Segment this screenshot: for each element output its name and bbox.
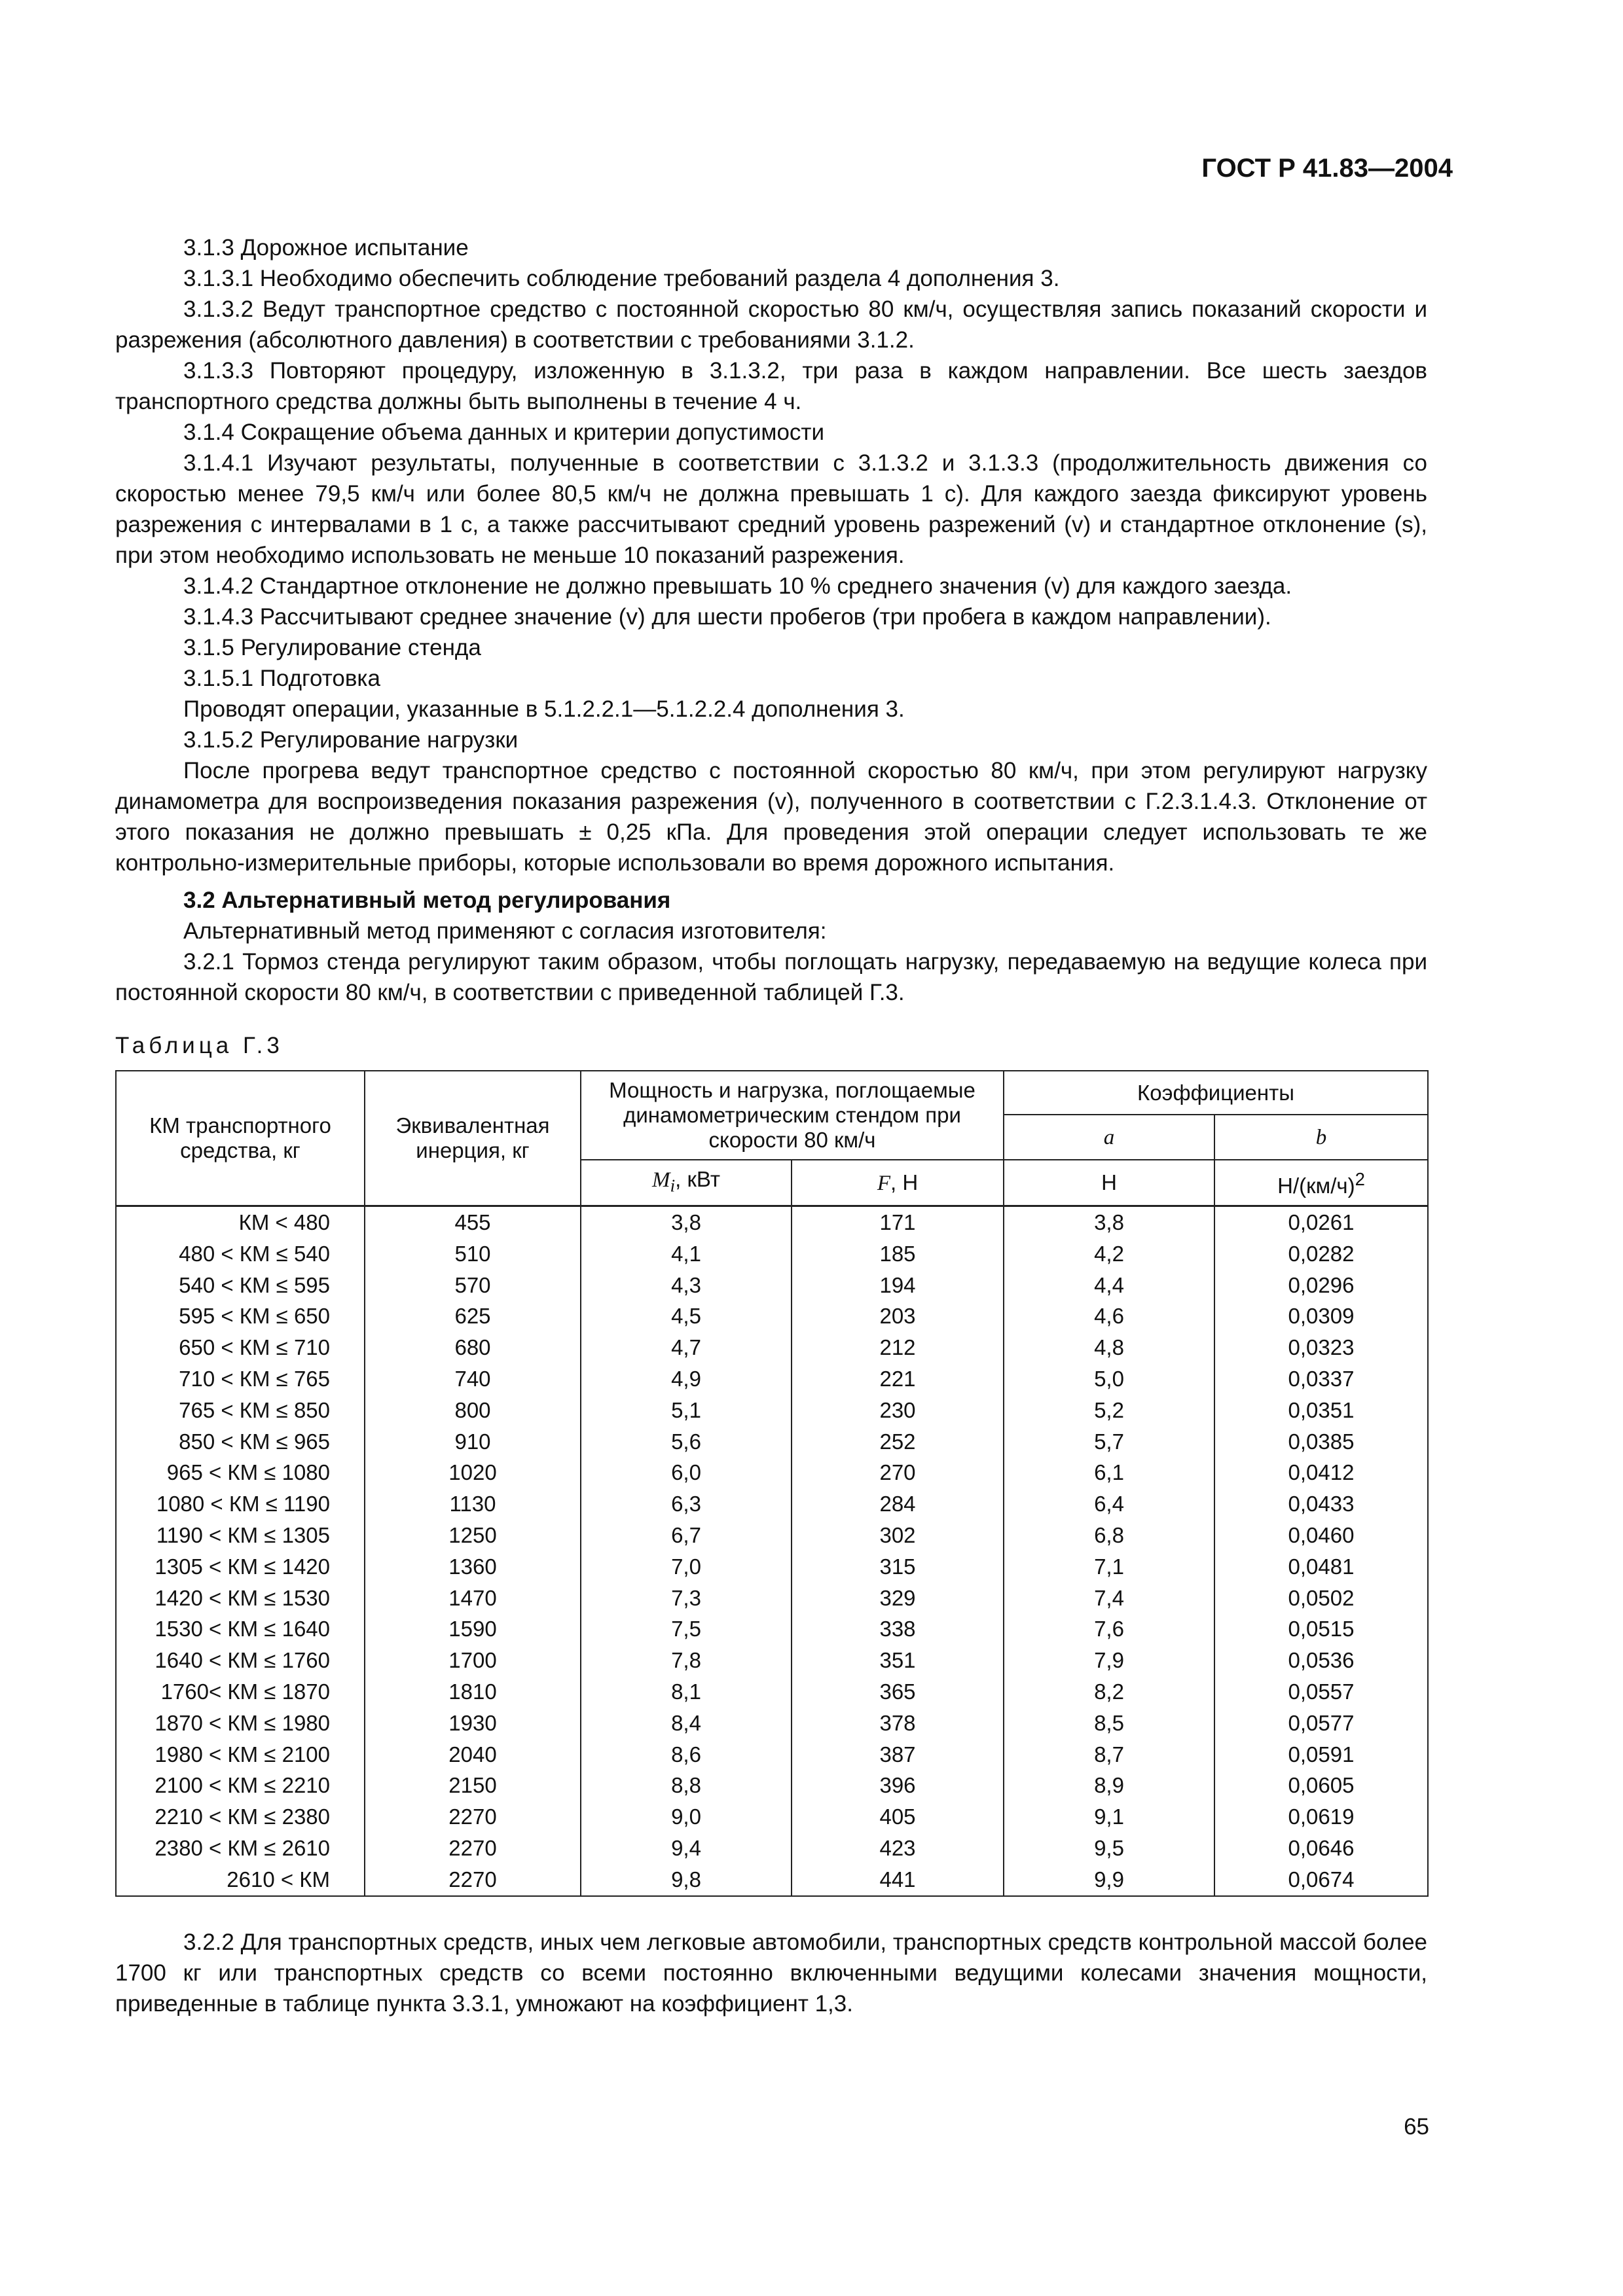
paragraph: 3.1.3 Дорожное испытание (183, 235, 469, 260)
table-cell: 765 < КМ ≤ 850 (116, 1395, 365, 1426)
table-cell: 5,0 (1004, 1363, 1214, 1395)
table-cell: 7,5 (581, 1613, 792, 1645)
header-b: b (1214, 1115, 1428, 1160)
table-cell: 6,0 (581, 1457, 792, 1488)
data-table (115, 1070, 1429, 1897)
table-cell: 9,4 (581, 1833, 792, 1864)
table-cell: 8,1 (581, 1676, 792, 1708)
header-f: F, Н (792, 1160, 1004, 1206)
table-cell: 1760< КМ ≤ 1870 (116, 1676, 365, 1708)
table-row (116, 1833, 1428, 1864)
table-cell: 1020 (365, 1457, 581, 1488)
table-cell: 2270 (365, 1864, 581, 1896)
header-power-group: Мощность и нагрузка, поглощаемые динамометрическим стендом при скорости 80 км/ч (581, 1071, 1004, 1160)
table-cell: 0,0605 (1214, 1770, 1428, 1801)
table-cell: 212 (792, 1332, 1004, 1363)
table-cell: 405 (792, 1801, 1004, 1833)
table-caption: Таблица Г.3 (115, 1033, 283, 1058)
table-row (116, 1270, 1428, 1301)
table-cell: 1305 < КМ ≤ 1420 (116, 1551, 365, 1583)
table-cell: 680 (365, 1332, 581, 1363)
paragraph: 3.2.1 Тормоз стенда регулируют таким образом, чтобы поглощать нагрузку, передаваемую на ведущие колеса при постоянной скорости 80 км/ч, в соответствии с приведенной таблицей Г.3. (115, 949, 1427, 1005)
table-cell: 2100 < КМ ≤ 2210 (116, 1770, 365, 1801)
table-cell: 1640 < КМ ≤ 1760 (116, 1645, 365, 1676)
table-cell: 850 < КМ ≤ 965 (116, 1426, 365, 1458)
table-cell: 4,1 (581, 1238, 792, 1270)
table-cell: 7,3 (581, 1583, 792, 1614)
document-body (115, 232, 1427, 2019)
table-cell: 5,1 (581, 1395, 792, 1426)
table-cell: 740 (365, 1363, 581, 1395)
paragraph: 3.1.3.3 Повторяют процедуру, изложенную в 3.1.3.2, три раза в каждом направлении. Все шесть заездов транспортного средства должны быть выполнены в течение 4 ч. (115, 358, 1427, 414)
header-mi: $M_i$, кВт (581, 1160, 792, 1206)
table-cell: 2150 (365, 1770, 581, 1801)
table-cell: 2040 (365, 1739, 581, 1770)
table-cell: 4,4 (1004, 1270, 1214, 1301)
paragraph: Альтернативный метод применяют с согласия изготовителя: (183, 918, 827, 944)
table-cell: 3,8 (581, 1206, 792, 1238)
table-row (116, 1488, 1428, 1520)
table-row (116, 1801, 1428, 1833)
header-inertia: Эквивалентная инерция, кг (365, 1071, 581, 1206)
table-cell: 4,8 (1004, 1332, 1214, 1363)
header-a: a (1004, 1115, 1214, 1160)
table-cell: 441 (792, 1864, 1004, 1896)
table-cell: 284 (792, 1488, 1004, 1520)
table-cell: 800 (365, 1395, 581, 1426)
table-cell: 396 (792, 1770, 1004, 1801)
table-cell: 2210 < КМ ≤ 2380 (116, 1801, 365, 1833)
table-cell: 1810 (365, 1676, 581, 1708)
table-cell: 1700 (365, 1645, 581, 1676)
section-heading: 3.2 Альтернативный метод регулирования (183, 888, 671, 913)
table-cell: 540 < КМ ≤ 595 (116, 1270, 365, 1301)
table-cell: 329 (792, 1583, 1004, 1614)
table-cell: 8,9 (1004, 1770, 1214, 1801)
table-cell: 7,8 (581, 1645, 792, 1676)
table-cell: 221 (792, 1363, 1004, 1395)
table-cell: 0,0577 (1214, 1708, 1428, 1739)
table-cell: 0,0412 (1214, 1457, 1428, 1488)
table-cell: 0,0502 (1214, 1583, 1428, 1614)
table-cell: 625 (365, 1300, 581, 1332)
table-cell: 1130 (365, 1488, 581, 1520)
table-cell: 1420 < КМ ≤ 1530 (116, 1583, 365, 1614)
table-cell: 1590 (365, 1613, 581, 1645)
table-cell: 230 (792, 1395, 1004, 1426)
table-cell: 252 (792, 1426, 1004, 1458)
table-cell: 1870 < КМ ≤ 1980 (116, 1708, 365, 1739)
paragraph: Проводят операции, указанные в 5.1.2.2.1—5.1.2.2.4 дополнения 3. (183, 696, 905, 722)
table-cell: 9,9 (1004, 1864, 1214, 1896)
table-cell: 1080 < КМ ≤ 1190 (116, 1488, 365, 1520)
table-cell: 1530 < КМ ≤ 1640 (116, 1613, 365, 1645)
paragraph: 3.1.3.2 Ведут транспортное средство с постоянной скоростью 80 км/ч, осуществляя запись показаний скорости и разрежения (абсолютного давления) в соответствии с требованиями 3.1.2. (115, 296, 1427, 353)
table-cell: 965 < КМ ≤ 1080 (116, 1457, 365, 1488)
table-cell: 4,9 (581, 1363, 792, 1395)
paragraph: 3.2.2 Для транспортных средств, иных чем легковые автомобили, транспортных средств контрольной массой более 1700 кг или транспортных средств со всеми постоянно включенными ведущими колесами значения мощности, приведенные в таблице пункта 3.3.1, умножают на коэффициент 1,3. (115, 1929, 1427, 2017)
table-cell: 710 < КМ ≤ 765 (116, 1363, 365, 1395)
table-cell: 0,0351 (1214, 1395, 1428, 1426)
paragraph: 3.1.4.1 Изучают результаты, полученные в соответствии с 3.1.3.2 и 3.1.3.3 (продолжительность движения со скоростью менее 79,5 км/ч или более 80,5 км/ч не должна превышать 1 с). Для каждого заезда фиксируют уровень разрежения с интервалами в 1 с, а также рассчитывают средний уровень разрежений (v) и стандартное отклонение (s), при этом необходимо использовать не меньше 10 показаний разрежения. (115, 450, 1427, 568)
table-cell: 570 (365, 1270, 581, 1301)
table-cell: 0,0296 (1214, 1270, 1428, 1301)
table-cell: 0,0385 (1214, 1426, 1428, 1458)
table-cell: 6,3 (581, 1488, 792, 1520)
table-row (116, 1395, 1428, 1426)
table-row (116, 1770, 1428, 1801)
table-cell: 455 (365, 1206, 581, 1238)
table-cell: 2270 (365, 1833, 581, 1864)
header-km: КМ транспортного средства, кг (116, 1071, 365, 1206)
table-cell: 1470 (365, 1583, 581, 1614)
table-cell: 6,1 (1004, 1457, 1214, 1488)
table-cell: 9,0 (581, 1801, 792, 1833)
table-row (116, 1864, 1428, 1896)
table-row (116, 1708, 1428, 1739)
table-cell: 315 (792, 1551, 1004, 1583)
table-cell: 0,0460 (1214, 1520, 1428, 1551)
table-cell: 910 (365, 1426, 581, 1458)
table-cell: 171 (792, 1206, 1004, 1238)
table-cell: 270 (792, 1457, 1004, 1488)
table-row (116, 1739, 1428, 1770)
table-cell: 9,8 (581, 1864, 792, 1896)
table-row (116, 1551, 1428, 1583)
table-row (116, 1583, 1428, 1614)
table-cell: 0,0515 (1214, 1613, 1428, 1645)
table-cell: 185 (792, 1238, 1004, 1270)
table-cell: 2380 < КМ ≤ 2610 (116, 1833, 365, 1864)
table-row (116, 1363, 1428, 1395)
table-cell: 510 (365, 1238, 581, 1270)
table-cell: 365 (792, 1676, 1004, 1708)
table-cell: 0,0481 (1214, 1551, 1428, 1583)
table-cell: 338 (792, 1613, 1004, 1645)
table-cell: 1930 (365, 1708, 581, 1739)
table-row (116, 1645, 1428, 1676)
table-cell: 595 < КМ ≤ 650 (116, 1300, 365, 1332)
table-body (116, 1206, 1428, 1896)
table-cell: 9,5 (1004, 1833, 1214, 1864)
table-cell: 8,4 (581, 1708, 792, 1739)
table-cell: 4,2 (1004, 1238, 1214, 1270)
table-cell: 387 (792, 1739, 1004, 1770)
table-cell: 302 (792, 1520, 1004, 1551)
table-cell: КМ < 480 (116, 1206, 365, 1238)
table-cell: 4,5 (581, 1300, 792, 1332)
table-row (116, 1520, 1428, 1551)
table-cell: 0,0619 (1214, 1801, 1428, 1833)
table-cell: 7,1 (1004, 1551, 1214, 1583)
page-number: 65 (1404, 2114, 1429, 2140)
table-cell: 5,6 (581, 1426, 792, 1458)
table-cell: 8,6 (581, 1739, 792, 1770)
table-cell: 7,9 (1004, 1645, 1214, 1676)
table-cell: 1190 < КМ ≤ 1305 (116, 1520, 365, 1551)
table-cell: 351 (792, 1645, 1004, 1676)
table-cell: 4,7 (581, 1332, 792, 1363)
table-row (116, 1238, 1428, 1270)
table-cell: 3,8 (1004, 1206, 1214, 1238)
table-cell: 378 (792, 1708, 1004, 1739)
table-cell: 6,4 (1004, 1488, 1214, 1520)
table-row (116, 1426, 1428, 1458)
paragraph: 3.1.3.1 Необходимо обеспечить соблюдение требований раздела 4 дополнения 3. (183, 266, 1060, 291)
paragraph: 3.1.5 Регулирование стенда (183, 635, 481, 660)
table-cell: 5,7 (1004, 1426, 1214, 1458)
paragraph: После прогрева ведут транспортное средство с постоянной скоростью 80 км/ч, при этом регулируют нагрузку динамометра для воспроизведения показания разрежения (v), полученного в соответствии с Г.2.3.1.4.3. Отклонение от этого показания не должно превышать ± 0,25 кПа. Для проведения этой операции следует использовать те же контрольно-измерительные приборы, которые использовали во время дорожного испытания. (115, 758, 1427, 876)
table-cell: 0,0674 (1214, 1864, 1428, 1896)
table-cell: 4,6 (1004, 1300, 1214, 1332)
table-cell: 1250 (365, 1520, 581, 1551)
document-header: ГОСТ Р 41.83—2004 (1201, 154, 1453, 183)
table-cell: 0,0591 (1214, 1739, 1428, 1770)
table-cell: 0,0433 (1214, 1488, 1428, 1520)
paragraph: 3.1.4 Сокращение объема данных и критерии допустимости (183, 420, 824, 445)
table-cell: 8,8 (581, 1770, 792, 1801)
paragraph: 3.1.4.3 Рассчитывают среднее значение (v) для шести пробегов (три пробега в каждом направлении). (183, 604, 1271, 630)
table-cell: 5,2 (1004, 1395, 1214, 1426)
paragraph: 3.1.4.2 Стандартное отклонение не должно превышать 10 % среднего значения (v) для каждого заезда. (183, 573, 1292, 599)
table-cell: 6,7 (581, 1520, 792, 1551)
paragraph: 3.1.5.1 Подготовка (183, 666, 380, 691)
table-cell: 194 (792, 1270, 1004, 1301)
table-cell: 9,1 (1004, 1801, 1214, 1833)
table-cell: 423 (792, 1833, 1004, 1864)
table-cell: 2610 < КМ (116, 1864, 365, 1896)
table-cell: 0,0557 (1214, 1676, 1428, 1708)
table-cell: 4,3 (581, 1270, 792, 1301)
table-cell: 1360 (365, 1551, 581, 1583)
table-cell: 0,0282 (1214, 1238, 1428, 1270)
table-cell: 7,6 (1004, 1613, 1214, 1645)
paragraph: 3.1.5.2 Регулирование нагрузки (183, 727, 519, 753)
table-cell: 2270 (365, 1801, 581, 1833)
table-cell: 8,7 (1004, 1739, 1214, 1770)
table-row (116, 1300, 1428, 1332)
table-cell: 8,5 (1004, 1708, 1214, 1739)
table-cell: 480 < КМ ≤ 540 (116, 1238, 365, 1270)
table-cell: 0,0261 (1214, 1206, 1428, 1238)
table-cell: 0,0646 (1214, 1833, 1428, 1864)
table-cell: 7,0 (581, 1551, 792, 1583)
table-row (116, 1613, 1428, 1645)
table-row (116, 1457, 1428, 1488)
table-cell: 6,8 (1004, 1520, 1214, 1551)
table-row (116, 1206, 1428, 1238)
header-b-unit: $Н/(км/ч)^2$ (1214, 1160, 1428, 1206)
table-cell: 0,0309 (1214, 1300, 1428, 1332)
table-cell: 7,4 (1004, 1583, 1214, 1614)
table-cell: 0,0323 (1214, 1332, 1428, 1363)
table-cell: 8,2 (1004, 1676, 1214, 1708)
table-row (116, 1332, 1428, 1363)
header-a-unit: Н (1004, 1160, 1214, 1206)
header-coefficients: Коэффициенты (1004, 1071, 1428, 1115)
table-cell: 0,0536 (1214, 1645, 1428, 1676)
table-cell: 0,0337 (1214, 1363, 1428, 1395)
table-cell: 1980 < КМ ≤ 2100 (116, 1739, 365, 1770)
table-cell: 203 (792, 1300, 1004, 1332)
table-cell: 650 < КМ ≤ 710 (116, 1332, 365, 1363)
table-row (116, 1676, 1428, 1708)
